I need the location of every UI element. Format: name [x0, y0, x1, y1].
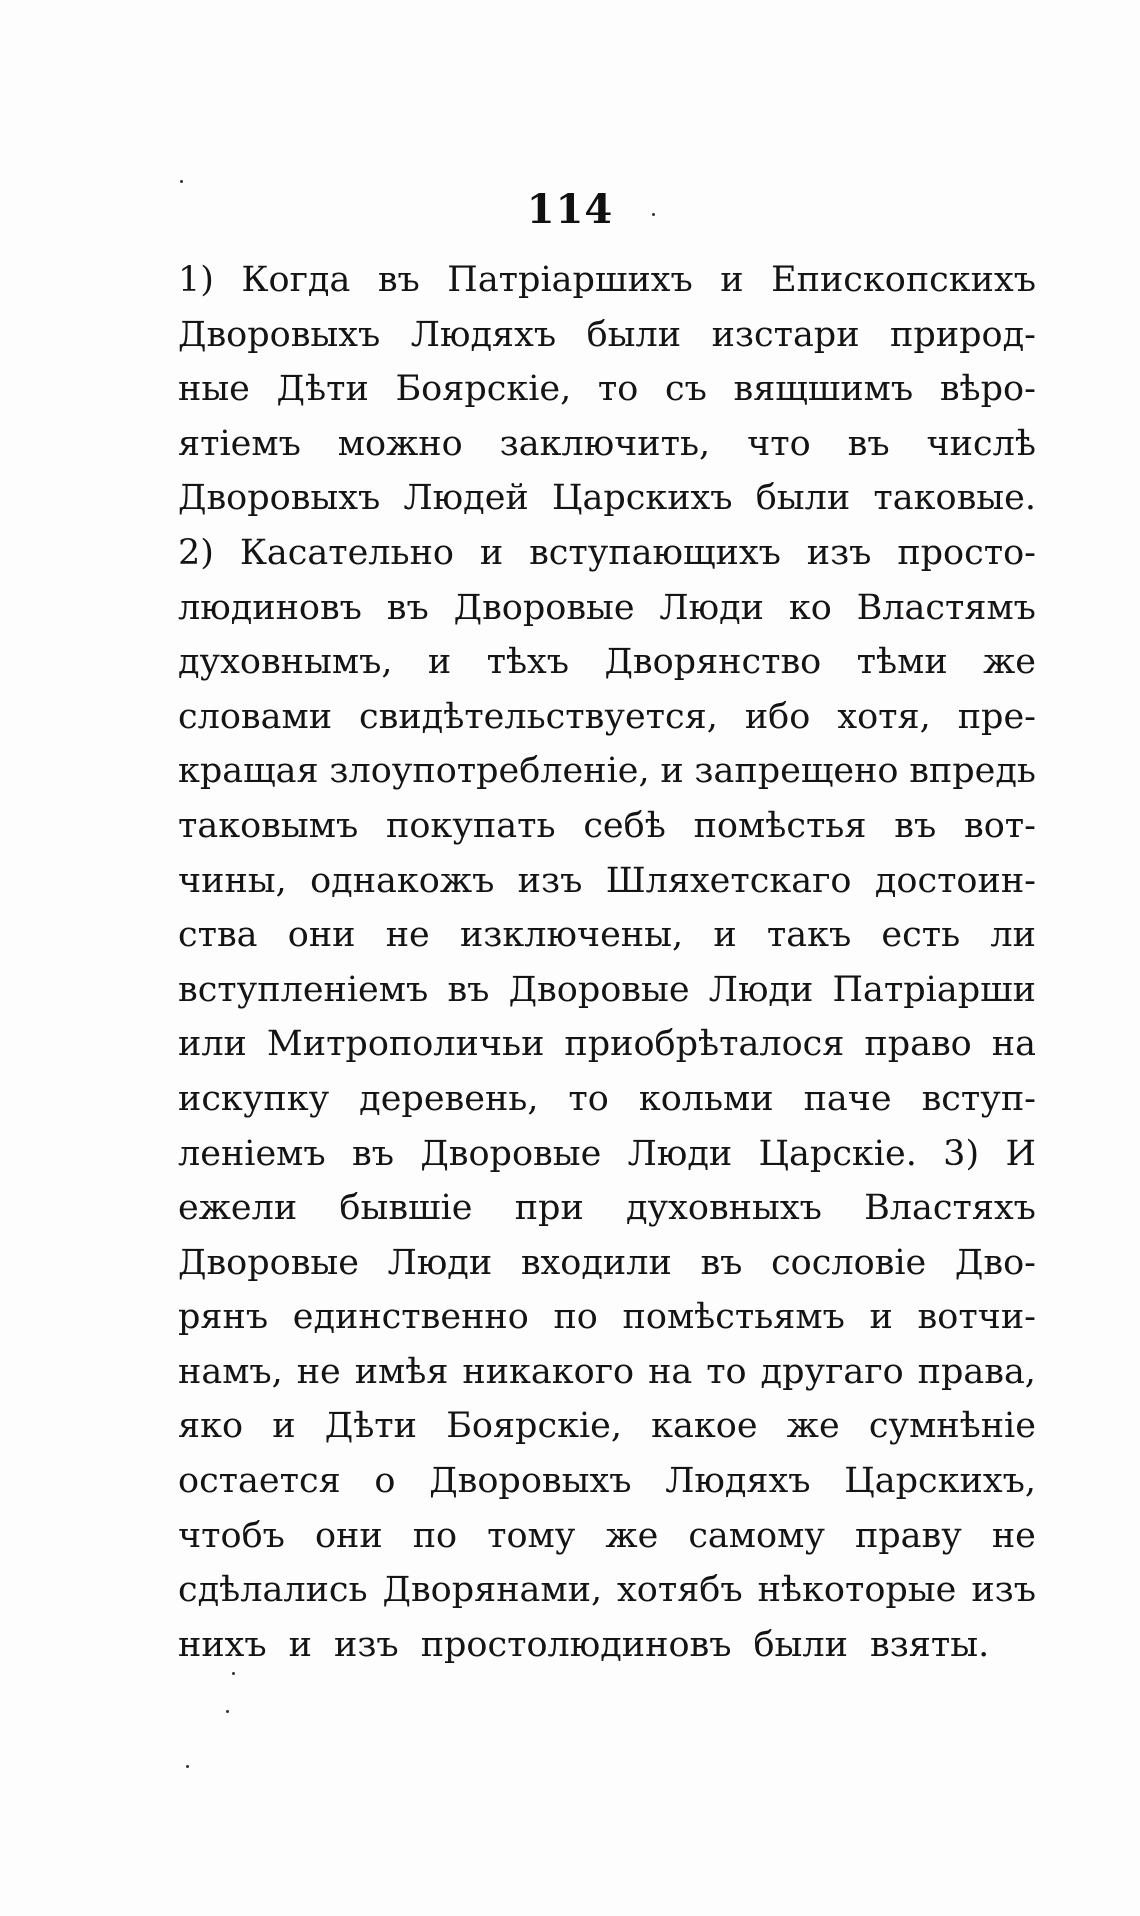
word: кольми [638, 1078, 774, 1119]
word: сумнѣніе [868, 1406, 1036, 1447]
text-line [178, 1017, 1036, 1072]
text-line [178, 690, 1036, 745]
word: кращая [178, 751, 319, 792]
print-speck [226, 1710, 229, 1713]
word: Царскіе. [758, 1133, 917, 1174]
word: Властямъ [856, 587, 1036, 628]
word: взяты. [869, 1624, 990, 1665]
word: Касательно [239, 532, 454, 573]
word: въ [352, 1133, 394, 1174]
word: изстари [711, 314, 860, 355]
word: не [296, 1351, 341, 1392]
text-line [178, 1454, 1036, 1509]
word: и [288, 1624, 312, 1665]
print-speck [652, 213, 655, 216]
page-number: 114 [526, 186, 614, 233]
text-line [178, 908, 1036, 963]
word: есть [881, 915, 961, 956]
word: то [597, 369, 639, 410]
word: были [586, 314, 682, 355]
word: Дворовые [508, 969, 690, 1010]
word: сословіе [771, 1242, 927, 1283]
word: Дѣти [276, 369, 369, 410]
word: то [568, 1078, 609, 1119]
text-line [178, 253, 1036, 308]
text-line [178, 635, 1036, 690]
word: и [427, 642, 452, 683]
word: 1) [178, 260, 214, 300]
word: однакожъ [310, 860, 495, 901]
word: и [720, 260, 744, 300]
word: простолюдиновъ [420, 1624, 732, 1665]
word: Шляхетскаго [605, 860, 852, 901]
text-line [178, 1236, 1036, 1291]
word: права, [917, 1351, 1036, 1392]
word: о [374, 1461, 396, 1502]
word: духовнымъ, [178, 642, 393, 683]
word: то [706, 1351, 747, 1392]
word: они [314, 1515, 383, 1556]
word: И [1005, 1133, 1036, 1174]
word: впредь [909, 751, 1036, 792]
word: свидѣтельствуется, [359, 696, 718, 737]
word: на [991, 1024, 1036, 1065]
word: Дворовыхъ [429, 1461, 632, 1502]
word: изъ [971, 1570, 1036, 1611]
word: или [178, 1024, 247, 1065]
word: Патріаршихъ [447, 260, 693, 300]
word: не [991, 1515, 1036, 1556]
word: ятіемъ [178, 423, 301, 464]
word: таковымъ [178, 805, 359, 846]
word: и [479, 532, 504, 573]
word: вступленіемъ [178, 969, 429, 1010]
text-line [178, 963, 1036, 1018]
word: хотябъ [617, 1570, 743, 1611]
word: деревень, [359, 1078, 539, 1119]
word: Люди [708, 969, 814, 1010]
word: вступ- [921, 1078, 1036, 1119]
text-line [178, 581, 1036, 636]
word: по [412, 1515, 458, 1556]
word: имѣя [354, 1351, 449, 1392]
text-line [178, 1127, 1036, 1182]
word: Дворовые [178, 1242, 359, 1283]
word: природ- [890, 314, 1036, 355]
word: въ [700, 1242, 743, 1283]
word: были [753, 1624, 848, 1665]
word: словами [178, 696, 333, 737]
word: не [385, 915, 430, 956]
word: помѣстьямъ [622, 1297, 845, 1338]
word: и [272, 1406, 296, 1447]
word: въ [447, 969, 490, 1010]
text-line [178, 308, 1036, 363]
word: рянъ [178, 1297, 269, 1338]
word: Царскихъ, [844, 1461, 1036, 1502]
word: же [786, 1406, 840, 1447]
word: тѣхъ [486, 642, 570, 683]
text-line [178, 471, 1036, 526]
text-line-last [178, 1618, 1036, 1673]
word: въ [894, 805, 937, 846]
print-speck [180, 180, 183, 183]
word: Дѣти [324, 1406, 417, 1447]
word: духовныхъ [626, 1188, 822, 1229]
word: леніемъ [178, 1133, 326, 1174]
text-line [178, 362, 1036, 417]
word: себѣ [583, 805, 666, 846]
word: яко [178, 1406, 244, 1447]
word: вот- [964, 805, 1036, 846]
word: Люди [627, 1133, 733, 1174]
word: Дворянами, [382, 1570, 603, 1611]
word: тѣми [856, 642, 948, 683]
word: Патріарши [832, 969, 1036, 1010]
word: ежели [178, 1188, 298, 1229]
text-line [178, 854, 1036, 909]
word: на [648, 1351, 693, 1392]
word: ли [990, 915, 1036, 956]
word: людиновъ [178, 587, 362, 628]
text-line [178, 1072, 1036, 1127]
word: Когда [241, 260, 351, 300]
word: помѣстья [693, 805, 867, 846]
word: и [660, 751, 684, 792]
word: хотя, [837, 696, 931, 737]
word: заключить, [499, 423, 711, 464]
word: при [514, 1188, 584, 1229]
word: они [287, 915, 356, 956]
word: таковые. [873, 478, 1036, 519]
word: числѣ [926, 423, 1036, 464]
print-speck [232, 1672, 235, 1675]
word: достоин- [874, 860, 1036, 901]
word: Люди [387, 1242, 493, 1283]
word: намъ, [178, 1351, 283, 1392]
text-line [178, 1509, 1036, 1564]
word: изъ [334, 1624, 399, 1665]
text-line [178, 799, 1036, 854]
word: покупать [386, 805, 556, 846]
text-line [178, 1563, 1036, 1618]
word: ные [178, 369, 250, 410]
word: же [605, 1515, 659, 1556]
word: Властяхъ [864, 1188, 1036, 1229]
word: Митрополичьи [266, 1024, 545, 1065]
word: паче [803, 1078, 892, 1119]
word: Людей [403, 478, 529, 519]
word: въ [386, 587, 429, 628]
word: бывшіе [339, 1188, 473, 1229]
word: что [747, 423, 811, 464]
text-line [178, 1181, 1036, 1236]
word: нихъ [178, 1624, 267, 1665]
word: же [983, 642, 1036, 683]
word: запрещено [694, 751, 899, 792]
text-line [178, 1290, 1036, 1345]
word: ко [788, 587, 832, 628]
word: съ [664, 369, 707, 410]
word: такъ [766, 915, 852, 956]
word: Епископскихъ [771, 260, 1036, 300]
word: чтобъ [178, 1515, 285, 1556]
word: были [755, 478, 851, 519]
word: Дворовые [453, 587, 635, 628]
word: въ [847, 423, 890, 464]
text-line [178, 1345, 1036, 1400]
word: никакого [462, 1351, 635, 1392]
word: просто- [897, 532, 1036, 573]
word: приобрѣталося [564, 1024, 845, 1065]
word: искупку [178, 1078, 330, 1119]
word: вотчи- [917, 1297, 1036, 1338]
word: Людяхъ [665, 1461, 811, 1502]
word: Боярскіе, [446, 1406, 622, 1447]
word: Люди [659, 587, 764, 628]
word: вящшимъ [733, 369, 914, 410]
word: нѣкоторые [757, 1570, 957, 1611]
word: злоупотребленіе, [329, 751, 650, 792]
word: входили [520, 1242, 672, 1283]
word: Дворянство [604, 642, 822, 683]
word: праву [854, 1515, 962, 1556]
word: изъ [806, 532, 872, 573]
word: вѣро- [939, 369, 1036, 410]
word: Дво- [954, 1242, 1036, 1283]
text-line [178, 417, 1036, 472]
print-speck [186, 1765, 189, 1768]
word: ибо [744, 696, 811, 737]
word: 3) [943, 1133, 980, 1174]
word: Людяхъ [410, 314, 557, 355]
word: чины, [178, 860, 287, 901]
word: можно [337, 423, 463, 464]
word: вступающихъ [529, 532, 781, 573]
body-text [178, 253, 1036, 1672]
text-line [178, 744, 1036, 799]
word: 2) [178, 532, 214, 573]
word: другаго [760, 1351, 904, 1392]
word: и [713, 915, 737, 956]
word: право [864, 1024, 972, 1065]
word: пре- [957, 696, 1036, 737]
word: Дворовыхъ [178, 314, 381, 355]
text-line [178, 526, 1036, 581]
word: Дворовые [420, 1133, 602, 1174]
word: изъ [517, 860, 583, 901]
word: Царскихъ [551, 478, 733, 519]
word: остается [178, 1461, 341, 1502]
word: Дворовыхъ [178, 478, 381, 519]
word: Боярскіе, [395, 369, 572, 410]
word: сдѣлались [178, 1570, 368, 1611]
word: въ [377, 260, 420, 300]
text-line [178, 1399, 1036, 1454]
word: и [869, 1297, 893, 1338]
word: самому [688, 1515, 825, 1556]
word: по [553, 1297, 598, 1338]
word: изключены, [459, 915, 684, 956]
word: какое [651, 1406, 758, 1447]
word: единственно [292, 1297, 529, 1338]
word: ства [178, 915, 258, 956]
word: тому [487, 1515, 576, 1556]
